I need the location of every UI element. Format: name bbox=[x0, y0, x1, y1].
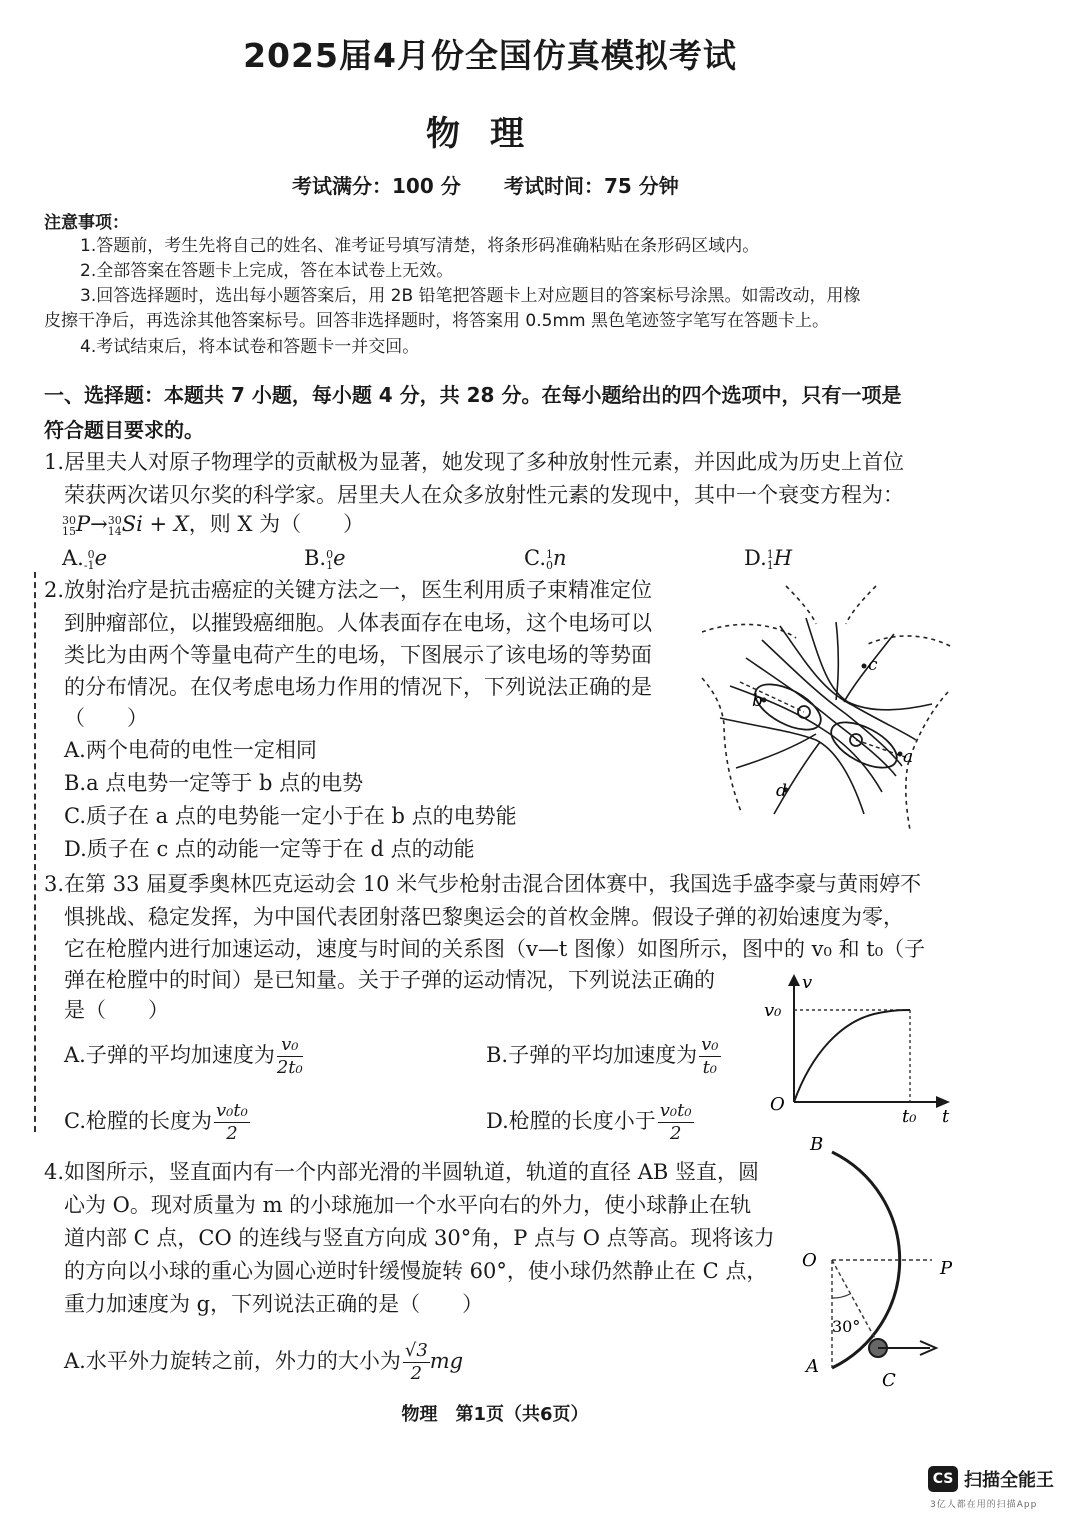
q3-option-a[interactable]: A.子弹的平均加速度为 $\frac{\text{v₀}}{\text{2t₀}}$ bbox=[64, 1034, 303, 1078]
q2-line1: 2.放射治疗是抗击癌症的关键方法之一，医生利用质子束精准定位 bbox=[44, 578, 653, 602]
q2-option-a[interactable]: A.两个电荷的电性一定相同 bbox=[64, 738, 317, 762]
q3-option-d[interactable]: D.枪膛的长度小于 $\frac{\text{v₀t₀}}{2}$ bbox=[486, 1100, 692, 1144]
q1-line2: 荣获两次诺贝尔奖的科学家。居里夫人在众多放射性元素的发现中，其中一个衰变方程为： bbox=[64, 483, 904, 507]
q3-line4: 弹在枪膛中的时间）是已知量。关于子弹的运动情况，下列说法正确的 bbox=[64, 968, 715, 992]
q4-track-figure bbox=[790, 1132, 970, 1394]
q4-line5: 重力加速度为 g，下列说法正确的是（ ） bbox=[64, 1292, 484, 1316]
q3-option-b[interactable]: B.子弹的平均加速度为 $\frac{\text{v₀}}{\text{t₀}}$ bbox=[486, 1034, 719, 1078]
notice-item-3: 3.回答选择题时，选出每小题答案后，用 2B 铅笔把答题卡上对应题目的答案标号涂黑。如需改动，用橡 bbox=[80, 286, 861, 306]
q1-eq-tail: ，则 X 为（ ） bbox=[188, 512, 365, 536]
q3-frac-c: $\frac{\text{v₀t₀}}{2}$ bbox=[216, 1100, 248, 1144]
velocity-curve bbox=[794, 1010, 910, 1102]
q2-option-d[interactable]: D.质子在 c 点的动能一定等于在 d 点的动能 bbox=[64, 837, 475, 861]
q2-option-b[interactable]: B.a 点电势一定等于 b 点的电势 bbox=[64, 771, 364, 795]
v-axis-arrow bbox=[788, 974, 800, 986]
q3-frac-b: $\frac{\text{v₀}}{\text{t₀}}$ bbox=[701, 1034, 719, 1078]
time-limit: 考试时间：75 分钟 bbox=[504, 174, 679, 198]
notice-heading: 注意事项： bbox=[44, 213, 129, 233]
q3-frac-a: $\frac{\text{v₀}}{\text{2t₀}}$ bbox=[276, 1034, 303, 1078]
q3-vt-graph bbox=[756, 966, 966, 1132]
equipotential-lines bbox=[720, 618, 932, 814]
dashed-line-b bbox=[740, 682, 804, 712]
camscanner-tagline: 3亿人都在用的扫描App bbox=[930, 1500, 1038, 1510]
point-a bbox=[898, 752, 903, 757]
q1-option-a[interactable]: A. 0 -1 e bbox=[62, 546, 107, 572]
q3-line3: 它在枪膛内进行加速运动，速度与时间的关系图（v—t 图像）如图所示，图中的 v₀ 和 t₀（子 bbox=[64, 937, 926, 961]
angle-arc bbox=[832, 1294, 850, 1298]
q4-line3: 道内部 C 点，CO 的连线与竖直方向成 30°角，P 点与 O 点等高。现将该力 bbox=[64, 1226, 775, 1250]
camscanner-logo-icon: CS bbox=[928, 1466, 958, 1492]
q4-line2: 心为 O。现对质量为 m 的小球施加一个水平向右的外力，使小球静止在轨 bbox=[64, 1193, 752, 1217]
label-b: b bbox=[752, 691, 763, 711]
label-d: d bbox=[776, 781, 787, 801]
q3-line5: 是（ ） bbox=[64, 998, 169, 1022]
q2-line3: 类比为由两个等量电荷产生的电场，下图展示了该电场的等势面 bbox=[64, 643, 652, 667]
label-v0: v₀ bbox=[764, 1000, 782, 1021]
margin-dashed-line bbox=[34, 572, 36, 1132]
label-A: A bbox=[806, 1356, 819, 1377]
label-v: v bbox=[802, 972, 813, 993]
label-C: C bbox=[882, 1370, 896, 1391]
q3-option-c[interactable]: C.枪膛的长度为 $\frac{\text{v₀t₀}}{2}$ bbox=[64, 1100, 248, 1144]
q4-line1: 4.如图所示，竖直面内有一个内部光滑的半圆轨道，轨道的直径 AB 竖直，圆 bbox=[44, 1160, 759, 1184]
q4-option-a[interactable]: A.水平外力旋转之前，外力的大小为 $\frac{√3}{2}$ mg bbox=[64, 1340, 464, 1384]
label-c: c bbox=[868, 655, 878, 675]
camscanner-name: 扫描全能王 bbox=[964, 1470, 1054, 1491]
q2-option-c[interactable]: C.质子在 a 点的电势能一定小于在 b 点的电势能 bbox=[64, 804, 517, 828]
label-o: O bbox=[770, 1094, 785, 1115]
label-t0: t₀ bbox=[902, 1106, 917, 1127]
q3-frac-d: $\frac{\text{v₀t₀}}{2}$ bbox=[659, 1100, 692, 1144]
notice-item-2: 2.全部答案在答题卡上完成，答在本试卷上无效。 bbox=[80, 261, 454, 281]
q2-equipotential-figure bbox=[696, 582, 960, 834]
q1-option-c[interactable]: C. 1 0 n bbox=[524, 546, 567, 572]
notice-item-3-cont: 皮擦干净后，再选涂其他答案标号。回答非选择题时，将答案用 0.5mm 黑色笔迹签字笔写在答题卡上。 bbox=[44, 311, 829, 331]
q1-option-d[interactable]: D. 1 1 H bbox=[744, 546, 793, 572]
notice-item-1: 1.答题前，考生先将自己的姓名、准考证号填写清楚，将条形码准确粘贴在条形码区域内。 bbox=[80, 236, 760, 256]
q3-line1: 3.在第 33 届夏季奥林匹克运动会 10 米气步枪射击混合团体赛中，我国选手盛李豪与黄雨婷不 bbox=[44, 872, 922, 896]
q1-line1: 1.居里夫人对原子物理学的贡献极为显著，她发现了多种放射性元素，并因此成为历史上首位 bbox=[44, 450, 905, 474]
label-30deg: 30° bbox=[832, 1317, 861, 1336]
page-footer: 物理 第1页（共6页） bbox=[401, 1404, 589, 1425]
notice-item-4: 4.考试结束后，将本试卷和答题卡一并交回。 bbox=[80, 337, 420, 357]
q1-equation: 30 15 P→ 30 14 Si + X，则 X 为（ ） bbox=[62, 512, 365, 538]
q2-line5: （ ） bbox=[64, 706, 148, 730]
exam-title: 2025届4月份全国仿真模拟考试 bbox=[243, 36, 737, 75]
label-a: a bbox=[903, 747, 914, 767]
section-heading-line1: 一、选择题：本题共 7 小题，每小题 4 分，共 28 分。在每小题给出的四个选项中，只有一项是 bbox=[44, 383, 902, 407]
q2-line4: 的分布情况。在仅考虑电场力作用的情况下，下列说法正确的是 bbox=[64, 675, 652, 699]
q3-line2: 惧挑战、稳定发挥，为中国代表团射落巴黎奥运会的首枚金牌。假设子弹的初始速度为零， bbox=[64, 905, 904, 929]
point-c bbox=[862, 664, 867, 669]
subject-title: 物理 bbox=[426, 114, 554, 154]
label-t: t bbox=[942, 1106, 950, 1127]
label-P: P bbox=[940, 1258, 953, 1279]
label-O: O bbox=[802, 1250, 817, 1271]
q4-frac-a: $\frac{√3}{2}$ bbox=[404, 1340, 428, 1384]
q2-line2: 到肿瘤部位，以摧毁癌细胞。人体表面存在电场，这个电场可以 bbox=[64, 611, 652, 635]
section-heading-line2: 符合题目要求的。 bbox=[44, 418, 204, 442]
full-score: 考试满分：100 分 bbox=[292, 174, 461, 198]
q4-line4: 的方向以小球的重心为圆心逆时针缓慢旋转 60°，使小球仍然静止在 C 点， bbox=[64, 1259, 768, 1283]
q1-option-b[interactable]: B. 0 1 e bbox=[304, 546, 346, 572]
label-B: B bbox=[810, 1134, 824, 1155]
